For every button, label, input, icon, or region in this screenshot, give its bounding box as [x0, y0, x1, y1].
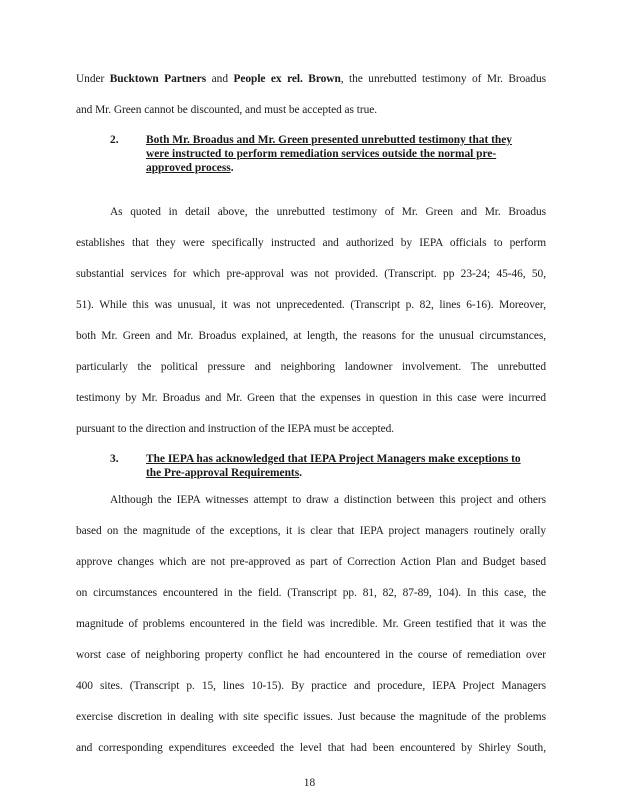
paragraph-3-line-1: Although the IEPA witnesses attempt to draw a distinction between this project and others — [110, 494, 546, 506]
paragraph-1-line-2: and Mr. Green cannot be discounted, and must be accepted as true. — [76, 104, 378, 116]
heading-period: . — [299, 467, 302, 479]
paragraph-2-line-7: testimony by Mr. Broadus and Mr. Green that the expenses in question in this case were incurred — [76, 392, 546, 404]
paragraph-3-line-6: worst case of neighboring property conflict he had encountered in the course of remediation over — [76, 649, 546, 661]
paragraph-2-line-3: substantial services for which pre-approval was not provided. (Transcript. pp 23-24; 45-46, 50, — [76, 268, 546, 280]
paragraph-2-line-8: pursuant to the direction and instruction of the IEPA must be accepted. — [76, 423, 395, 435]
text-span: and — [206, 73, 234, 85]
paragraph-1-line-1 — [76, 72, 546, 86]
paragraph-2-line-6: particularly the political pressure and neighboring landowner involvement. The unrebutted — [76, 361, 546, 373]
paragraph-3-line-2: based on the magnitude of the exceptions, it is clear that IEPA project managers routinely orally — [76, 525, 546, 537]
paragraph-2-line-4: 51). While this was unusual, it was not unprecedented. (Transcript p. 82, lines 6-16). Moreover, — [76, 299, 546, 311]
text-span: Under — [76, 73, 110, 85]
section-2-heading-line-3 — [146, 161, 546, 175]
paragraph-3-line-7: 400 sites. (Transcript p. 15, lines 10-15). By practice and procedure, IEPA Project Managers — [76, 680, 546, 692]
heading-text: the Pre-approval Requirements — [146, 467, 300, 479]
paragraph-2-line-5: both Mr. Green and Mr. Broadus explained, at length, the reasons for the unusual circumstances, — [76, 330, 546, 342]
section-2-number: 2. — [110, 134, 119, 146]
paragraph-3-line-8: exercise discretion in dealing with site specific issues. Just because the magnitude of the problems — [76, 711, 546, 723]
text-span: , the unrebutted testimony of Mr. Broadus — [340, 73, 546, 85]
section-2-heading-line-1: Both Mr. Broadus and Mr. Green presented unrebutted testimony that they — [146, 134, 512, 146]
heading-period: . — [230, 162, 234, 174]
section-2-heading-line-2: were instructed to perform remediation services outside the normal pre- — [146, 148, 497, 160]
case-name-people-brown: People ex rel. Brown — [233, 73, 341, 85]
paragraph-3-line-9: and corresponding expenditures exceeded the level that had been encountered by Shirley South, — [76, 742, 546, 754]
paragraph-2-line-2: establishes that they were specifically instructed and authorized by IEPA officials to perform — [76, 237, 546, 249]
paragraph-2-line-1: As quoted in detail above, the unrebutted testimony of Mr. Green and Mr. Broadus — [110, 206, 546, 218]
paragraph-3-line-5: magnitude of problems encountered in the field was incredible. Mr. Green testified that it was the — [76, 618, 546, 630]
section-3-heading-line-2 — [146, 466, 546, 480]
paragraph-3-line-3: approve changes which are not pre-approved as part of Correction Action Plan and Budget based — [76, 556, 546, 568]
case-name-bucktown: Bucktown Partners — [109, 73, 207, 85]
section-3-heading-line-1: The IEPA has acknowledged that IEPA Project Managers make exceptions to — [146, 453, 521, 465]
heading-text: approved process — [146, 162, 231, 174]
paragraph-3-line-4: on circumstances encountered in the field. (Transcript pp. 81, 82, 87-89, 104). In this case, the — [76, 587, 546, 599]
page-number: 18 — [303, 777, 316, 789]
section-3-number: 3. — [110, 453, 119, 465]
